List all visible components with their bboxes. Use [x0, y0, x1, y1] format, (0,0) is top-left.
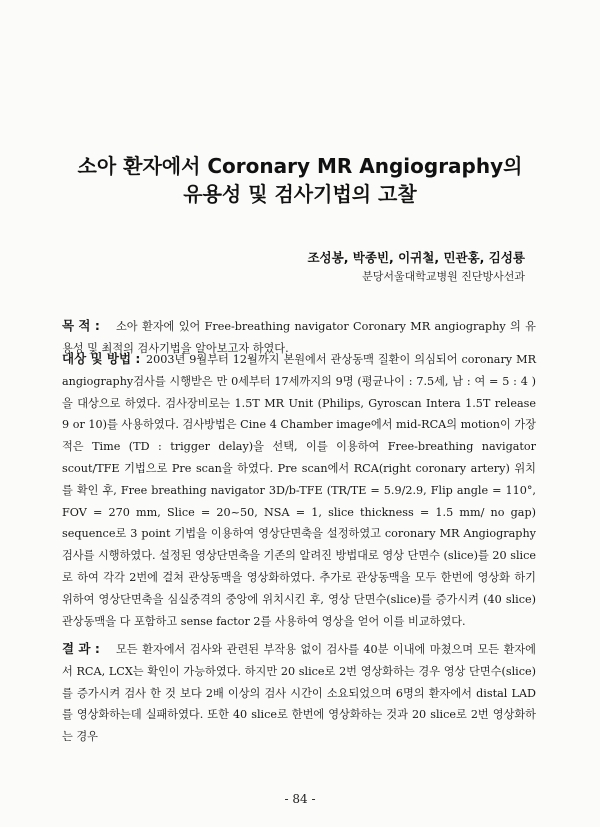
title-line-2: 유용성 및 검사기법의 고찰 [183, 182, 417, 206]
section-text-purpose: 소아 환자에 있어 Free-breathing navigator Coronary MR angiography 의 유용성 및 최적의 검사기법을 알아보고자 하였다. [62, 320, 536, 355]
author-list: 조성봉, 박종빈, 이귀철, 민관홍, 김성룡 [307, 250, 525, 265]
section-text-result: 모든 환자에서 검사와 관련된 부작용 없이 검사를 40분 이내에 마쳤으며 모든 환자에서 RCA, LCX는 확인이 가능하였다. 하지만 20 slice로 2번 영상화하는 경우 영상 단면수(slice)를 증가시켜 검사 한 것 보다 2배 이상의 검사 시간이 소요되었으며 6명의 환자에서 distal LAD를 영상화하는데 실패하였다. 또한 40 slice로 한번에 영상화하는 것과 20 slice로 2번 영상화하는 경우 [62, 643, 536, 744]
section-label-purpose: 목 적 : [62, 318, 100, 333]
affiliation: 분당서울대학교병원 진단방사선과 [362, 270, 525, 283]
section-label-method: 대상 및 방법 : [62, 351, 141, 366]
section-result [62, 639, 542, 769]
title-line-1: 소아 환자에서 Coronary MR Angiography의 [77, 154, 523, 178]
page-number: - 84 - [284, 792, 316, 806]
section-label-result: 결 과 : [62, 641, 100, 656]
section-text-method: 2003년 9월부터 12월까지 본원에서 관상동맥 질환이 의심되어 coronary MR angiography검사를 시행받은 만 0세부터 17세까지의 9명 (평균나이 : 7.5세, 남 : 여 = 5 : 4 )을 대상으로 하였다. 검사장비로는 1.5T MR Unit (Philips, Gyroscan Intera 1.5T release 9 or 10)를 사용하였다. 검사방법은 Cine 4 Chamber image에서 mid-RCA의 motion이 가장 적은 Time (TD : trigger delay)을 선택, 이를 이용하여 Free-breathing navigator scout/TFE 기법으로 Pre scan을 하였다. Pre scan에서 RCA(right coronary artery) 위치를 확인 후, Free breathing navigator 3D/b-TFE (TR/TE = 5.9/2.9, Flip angle = 110°, FOV = 270 mm, Slice = 20~50, NSA = 1, slice thickness = 1.5 mm/ no gap) sequence로 3 point 기법을 이용하여 영상단면축을 설정하였고 coronary MR Angiography검사를 시행하였다. 설정된 영상단면축을 기존의 알려진 방법대로 영상 단면수 (slice)를 20 slice로 하여 각각 2번에 걸쳐 관상동맥을 영상화하였다. 추가로 관상동맥을 모두 한번에 영상화 하기 위하여 영상단면축을 심실중격의 중앙에 위치시킨 후, 영상 단면수(slice)를 증가시켜 (40 slice)관상동맥을 다 포함하고 sense factor 2를 사용하여 영상을 얻어 이를 비교하였다. [62, 353, 536, 628]
section-method [62, 349, 542, 639]
